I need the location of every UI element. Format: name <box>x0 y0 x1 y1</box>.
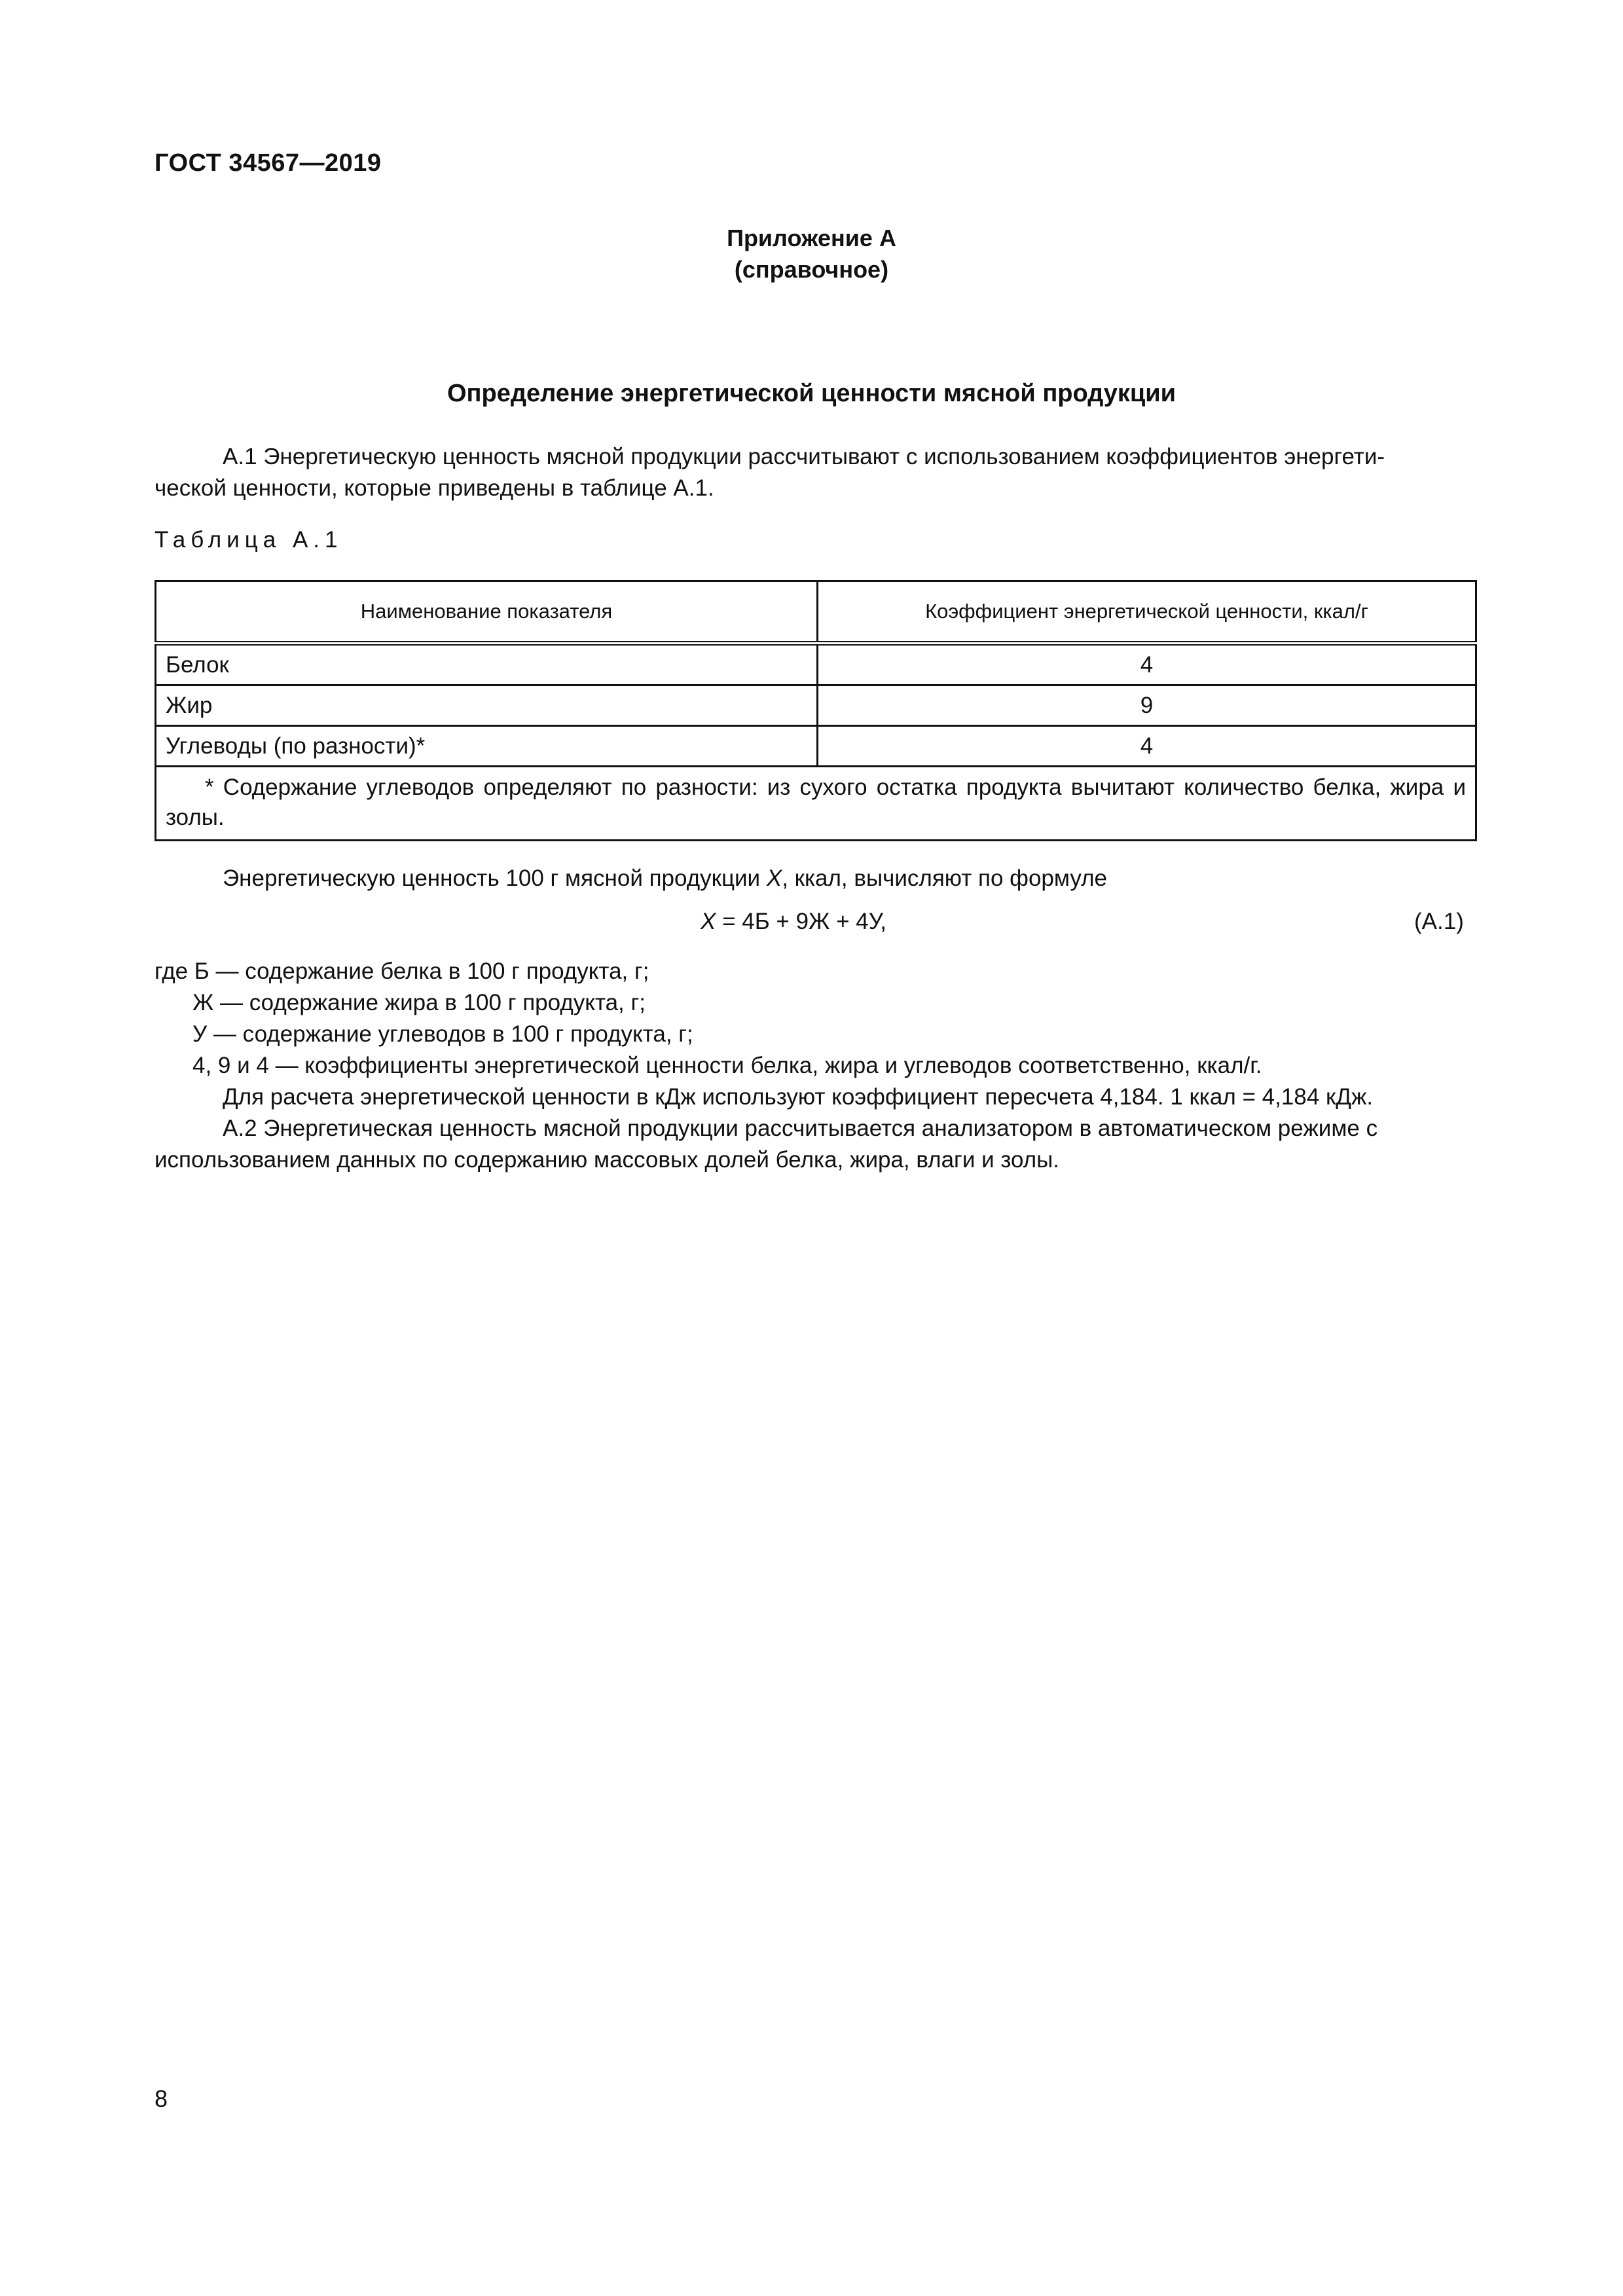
conversion-note-text: Для расчета энергетической ценности в кДж используют коэффициент пересчета 4,184. 1 ккал = 4,184 кДж. <box>223 1084 1374 1110</box>
paragraph-a1 <box>155 441 1477 504</box>
conversion-note <box>155 1082 1477 1113</box>
table-row <box>156 685 1476 726</box>
where-item: 4, 9 и 4 — коэффициенты энергетической ценности белка, жира и углеводов соответственно, ккал/г. <box>192 1053 1262 1078</box>
document-code-header: ГОСТ 34567—2019 <box>155 149 382 177</box>
formula <box>701 909 886 935</box>
formula-intro-variable: X <box>766 866 782 891</box>
paragraph-a2 <box>155 1113 1477 1176</box>
formula-number: (А.1) <box>1414 909 1464 934</box>
paragraph-a2-line2: использованием данных по содержанию массовых долей белка, жира, влаги и золы. <box>155 1147 1060 1173</box>
table-cell-name: Белок <box>156 644 818 685</box>
appendix-title: Приложение А <box>727 225 896 251</box>
table-footnote-row <box>156 767 1476 841</box>
paragraph-a2-line1: А.2 Энергетическая ценность мясной продукции рассчитывается анализатором в автоматическом режиме с <box>223 1116 1378 1141</box>
where-item: Ж — содержание жира в 100 г продукта, г; <box>192 990 646 1015</box>
section-title: Определение энергетической ценности мясной продукции <box>447 380 1176 407</box>
table-header-coefficient: Коэффициент энергетической ценности, ккал/г <box>818 581 1476 644</box>
table-cell-name: Жир <box>156 685 818 726</box>
table-row <box>156 644 1476 685</box>
page-number: 8 <box>155 2085 168 2112</box>
formula-intro-prefix: Энергетическую ценность 100 г мясной продукции <box>223 866 767 891</box>
where-item: У — содержание углеводов в 100 г продукта, г; <box>192 1021 693 1047</box>
table-cell-name: Углеводы (по разности)* <box>156 726 818 767</box>
table-cell-value: 4 <box>818 644 1476 685</box>
appendix-kind: (справочное) <box>734 256 889 283</box>
paragraph-a1-line2: ческой ценности, которые приведены в таблице А.1. <box>155 475 714 501</box>
table-header-indicator: Наименование показателя <box>156 581 818 644</box>
formula-intro <box>155 863 1477 894</box>
formula-lhs: X <box>701 909 716 934</box>
table-row <box>156 726 1476 767</box>
table-footnote-text: * Содержание углеводов определяют по разности: из сухого остатка продукта вычитают количество белка, жира и золы. <box>166 774 1466 830</box>
table-cell-value: 9 <box>818 685 1476 726</box>
where-item: где Б — содержание белка в 100 г продукта, г; <box>155 958 649 984</box>
coefficients-table <box>155 580 1477 841</box>
table-cell-value: 4 <box>818 726 1476 767</box>
paragraph-a1-line1: А.1 Энергетическую ценность мясной продукции рассчитывают с использованием коэффициентов энергети- <box>223 444 1385 469</box>
formula-rhs: = 4Б + 9Ж + 4У, <box>716 909 887 934</box>
table-caption: Таблица А.1 <box>155 527 343 553</box>
table-header-row <box>156 581 1476 644</box>
table-footnote <box>156 767 1476 841</box>
where-list <box>155 956 1477 1082</box>
formula-intro-suffix: , ккал, вычисляют по формуле <box>782 866 1107 891</box>
